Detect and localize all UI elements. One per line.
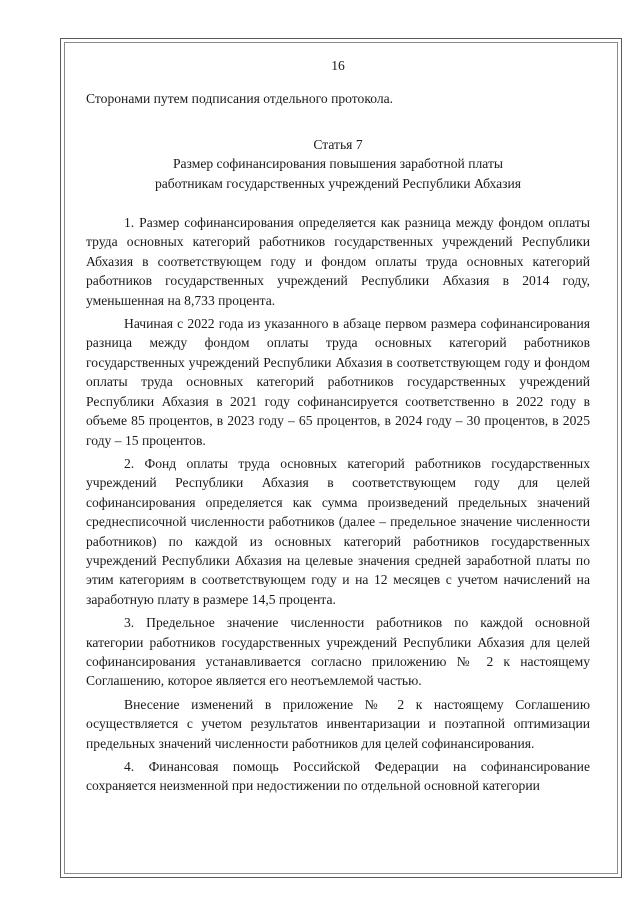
paragraph-1: 1. Размер софинансирования определяется как разница между фондом оплаты труда основных категорий работников государственных учреждений Республики Абхазия в соответствующем году и фондом оплаты труда основных категорий работников государственных учреждений Республики Абхазия в 2014 году, уменьшенная на 8,733 процента. [86,215,590,308]
paragraph-4: 3. Предельное значение численности работников по каждой основной категории работников государственных учреждений Республики Абхазия для целей софинансирования устанавливается согласно приложению № 2 к настоящему Соглашению, которое является его неотъемлемой частью. [86,615,590,689]
document-body [86,56,590,800]
paragraph-6: 4. Финансовая помощь Российской Федерации на софинансирование сохраняется неизменной при недостижении по отдельной основной категории [86,759,590,794]
article-number: Статья 7 [313,136,363,152]
paragraph-5: Внесение изменений в приложение № 2 к настоящему Соглашению осуществляется с учетом результатов инвентаризации и поэтапной оптимизации предельных значений численности работников для целей софинансирования. [86,696,590,751]
continuation-line: Сторонами путем подписания отдельного протокола. [86,91,394,107]
page-number: 16 [331,58,345,73]
article-title-line-2: работникам государственных учреждений Республики Абхазия [154,175,522,191]
paragraph-2: Начиная с 2022 года из указанного в абзаце первом размера софинансирования разница между фондом оплаты труда основных категорий работников государственных учреждений Республики Абхазия в соответствующем году и фондом оплаты труда основных категорий работников государственных учреждений Республики Абхазия в 2021 году софинансируется соответственно в 2022 году в объеме 85 процентов, в 2023 году – 65 процентов, в 2024 году – 30 процентов, в 2025 году – 15 процентов. [86,316,590,448]
article-heading [86,135,590,193]
paragraph-3: 2. Фонд оплаты труда основных категорий работников государственных учреждений Республики Абхазия в соответствующем году для целей софинансирования определяется как сумма произведений предельных значений среднесписочной численности работников (далее – предельное значение численности работников) по каждой из основных категорий работников государственных учреждений Республики Абхазия на целевые значения средней заработной платы по этим категориям в соответствующем году и на 12 месяцев с учетом начислений на заработную плату в размере 14,5 процента. [86,455,590,607]
article-title-line-1: Размер софинансирования повышения заработной платы [172,156,504,172]
